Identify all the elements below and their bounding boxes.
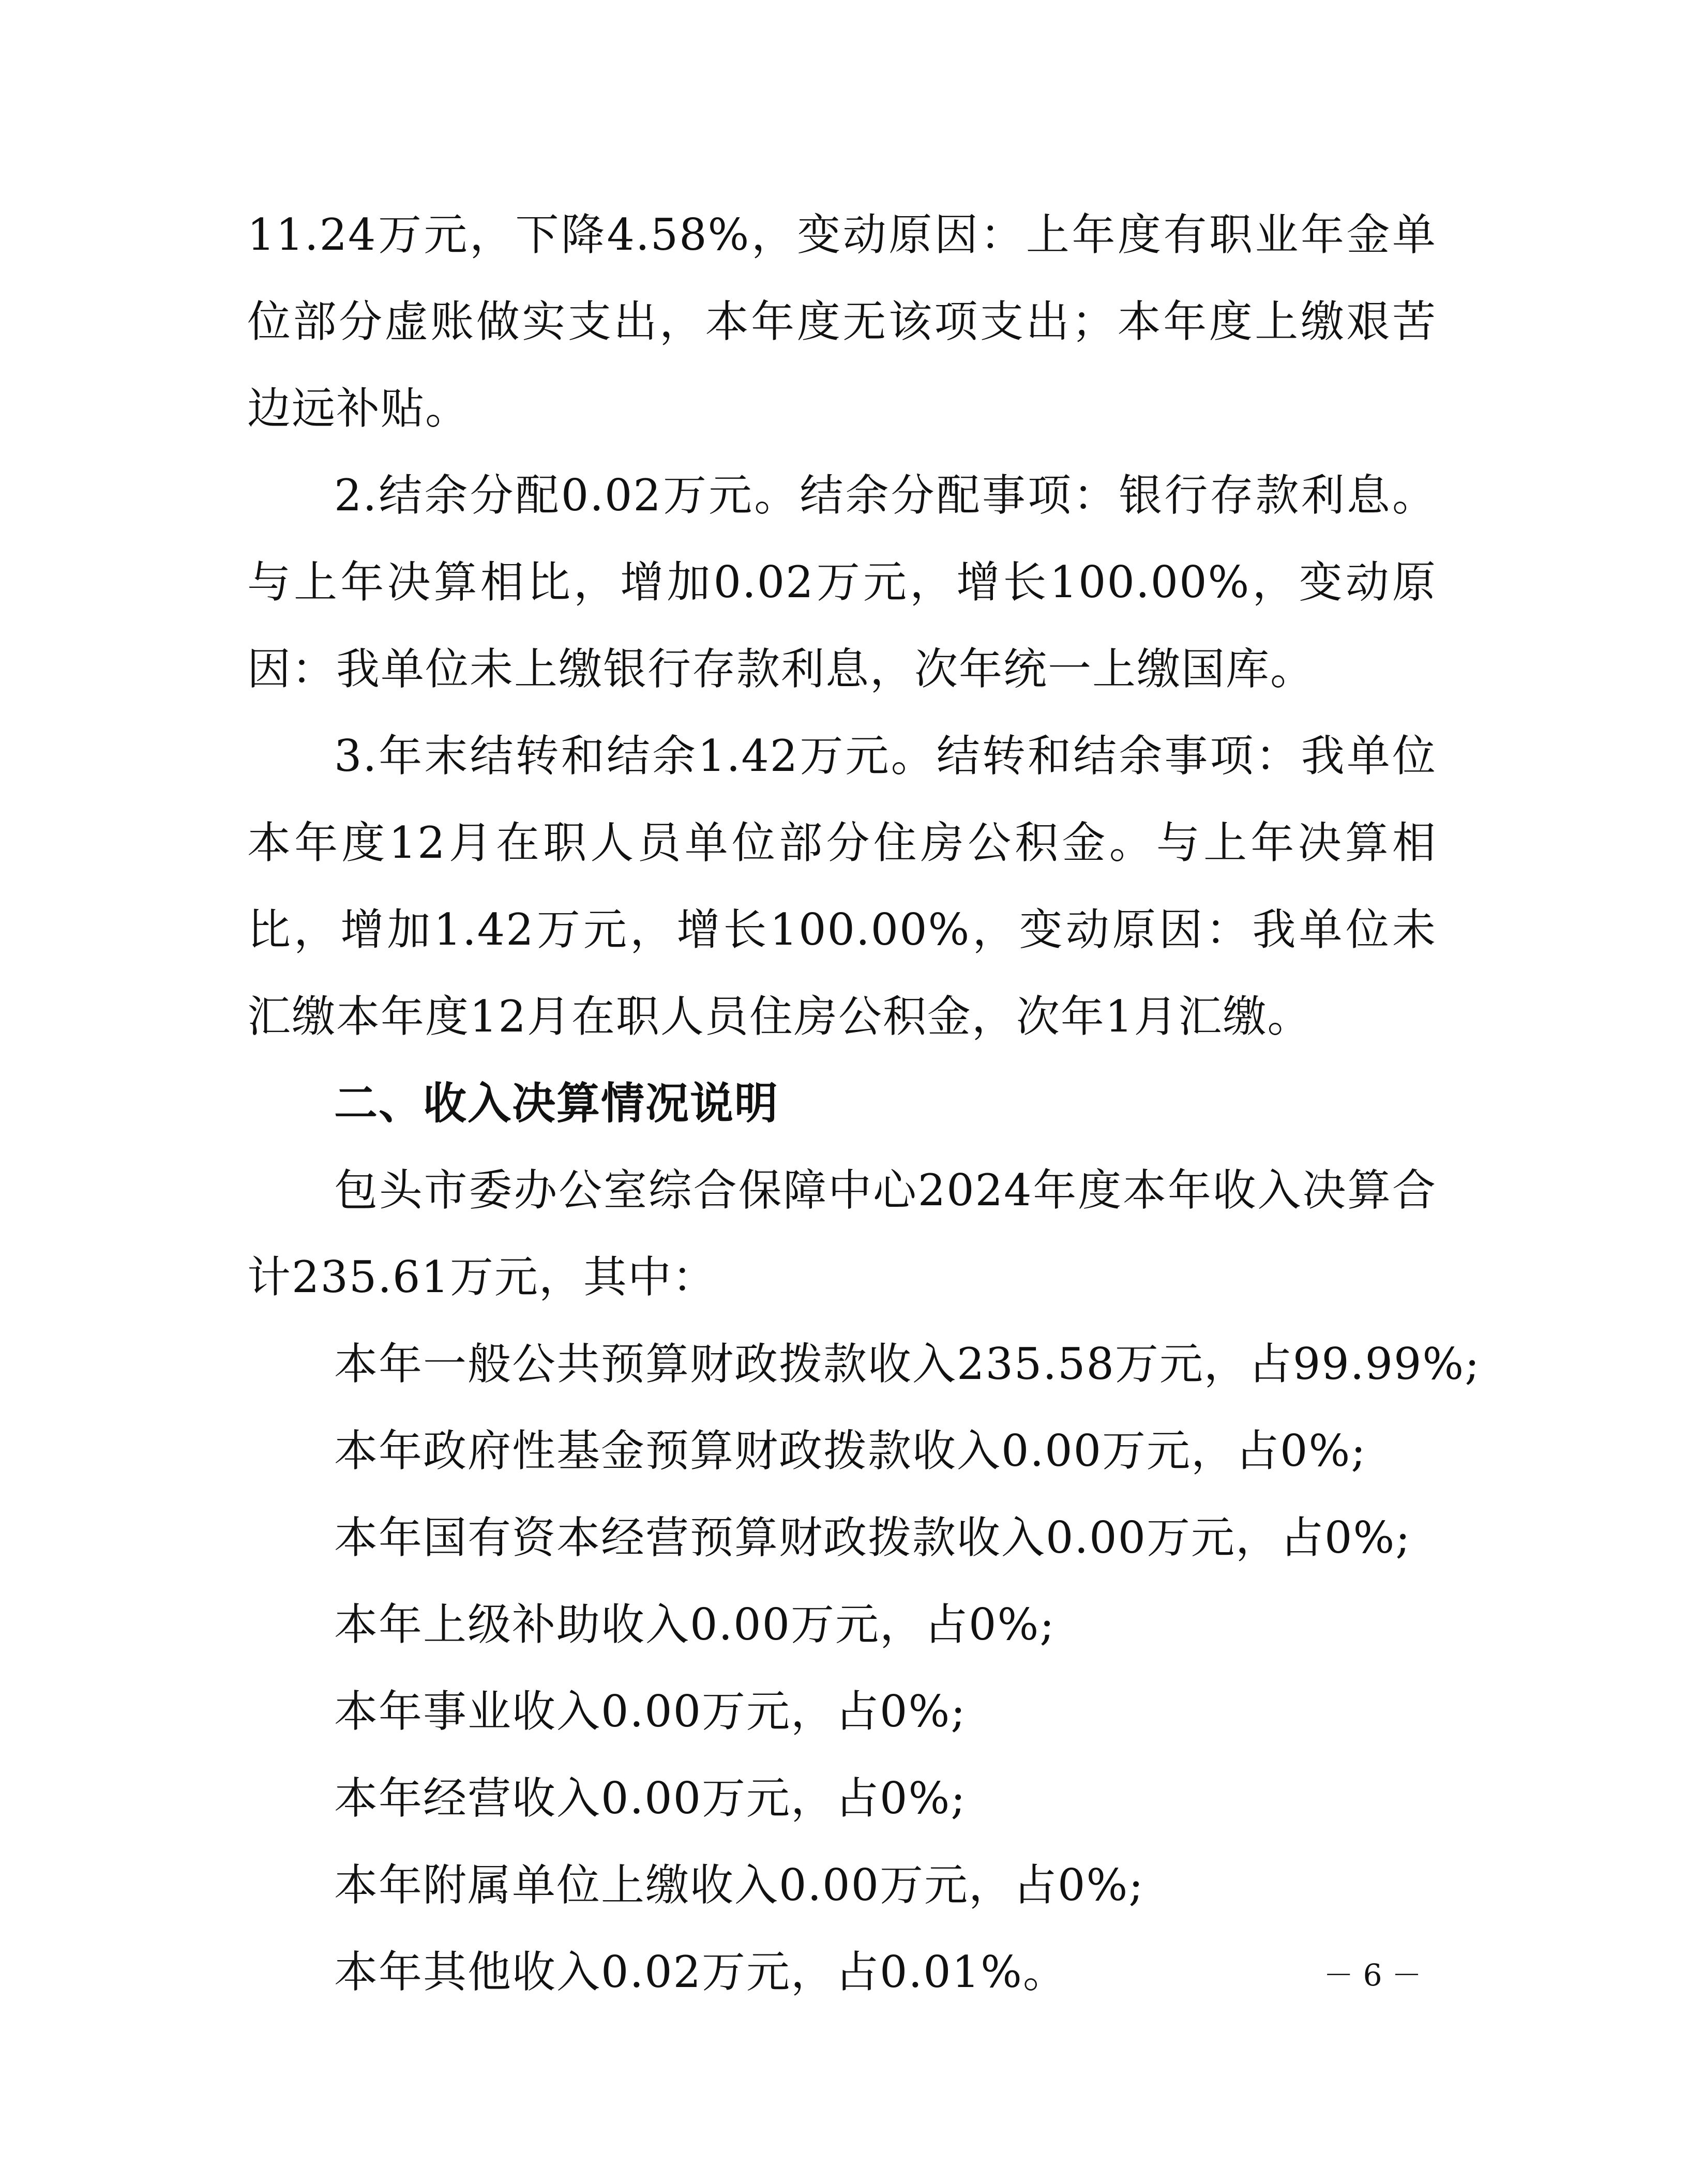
balance-distribution-paragraph: 2.结余分配0.02万元。结余分配事项：银行存款利息。与上年决算相比，增加0.02万元，增长100.00%，变动原因：我单位未上缴银行存款利息，次年统一上缴国库。: [247, 470, 1437, 694]
income-item: 本年经营收入0.00万元，占0%;: [334, 1773, 967, 1824]
continued-paragraph: 11.24万元，下降4.58%，变动原因：上年度有职业年金单位部分虚账做实支出，本年度无该项支出；本年度上缴艰苦边远补贴。: [247, 209, 1437, 434]
page-number: － 6 －: [1323, 1958, 1422, 1993]
income-item: 本年一般公共预算财政拨款收入235.58万元，占99.99%;: [334, 1339, 1481, 1389]
year-end-balance-paragraph: 3.年末结转和结余1.42万元。结转和结余事项：我单位本年度12月在职人员单位部分住房公积金。与上年决算相比，增加1.42万元，增长100.00%，变动原因：我单位未汇缴本年度12月在职人员住房公积金，次年1月汇缴。: [247, 731, 1437, 1042]
income-items-list: [247, 1321, 1481, 2015]
section-heading: 二、收入决算情况说明: [334, 1078, 779, 1129]
income-item: 本年上级补助收入0.00万元，占0%;: [334, 1599, 1056, 1650]
income-item: 本年政府性基金预算财政拨款收入0.00万元，占0%;: [334, 1425, 1367, 1476]
income-item: 本年国有资本经营预算财政拨款收入0.00万元，占0%;: [334, 1512, 1411, 1563]
income-item: 本年附属单位上缴收入0.00万元，占0%;: [334, 1860, 1144, 1910]
income-summary-paragraph: 包头市委办公室综合保障中心2024年度本年收入决算合计235.61万元，其中：: [247, 1165, 1437, 1302]
income-item: 本年事业收入0.00万元，占0%;: [334, 1686, 967, 1737]
income-item: 本年其他收入0.02万元，占0.01%。: [334, 1947, 1067, 1997]
document-body: [247, 191, 1481, 2015]
